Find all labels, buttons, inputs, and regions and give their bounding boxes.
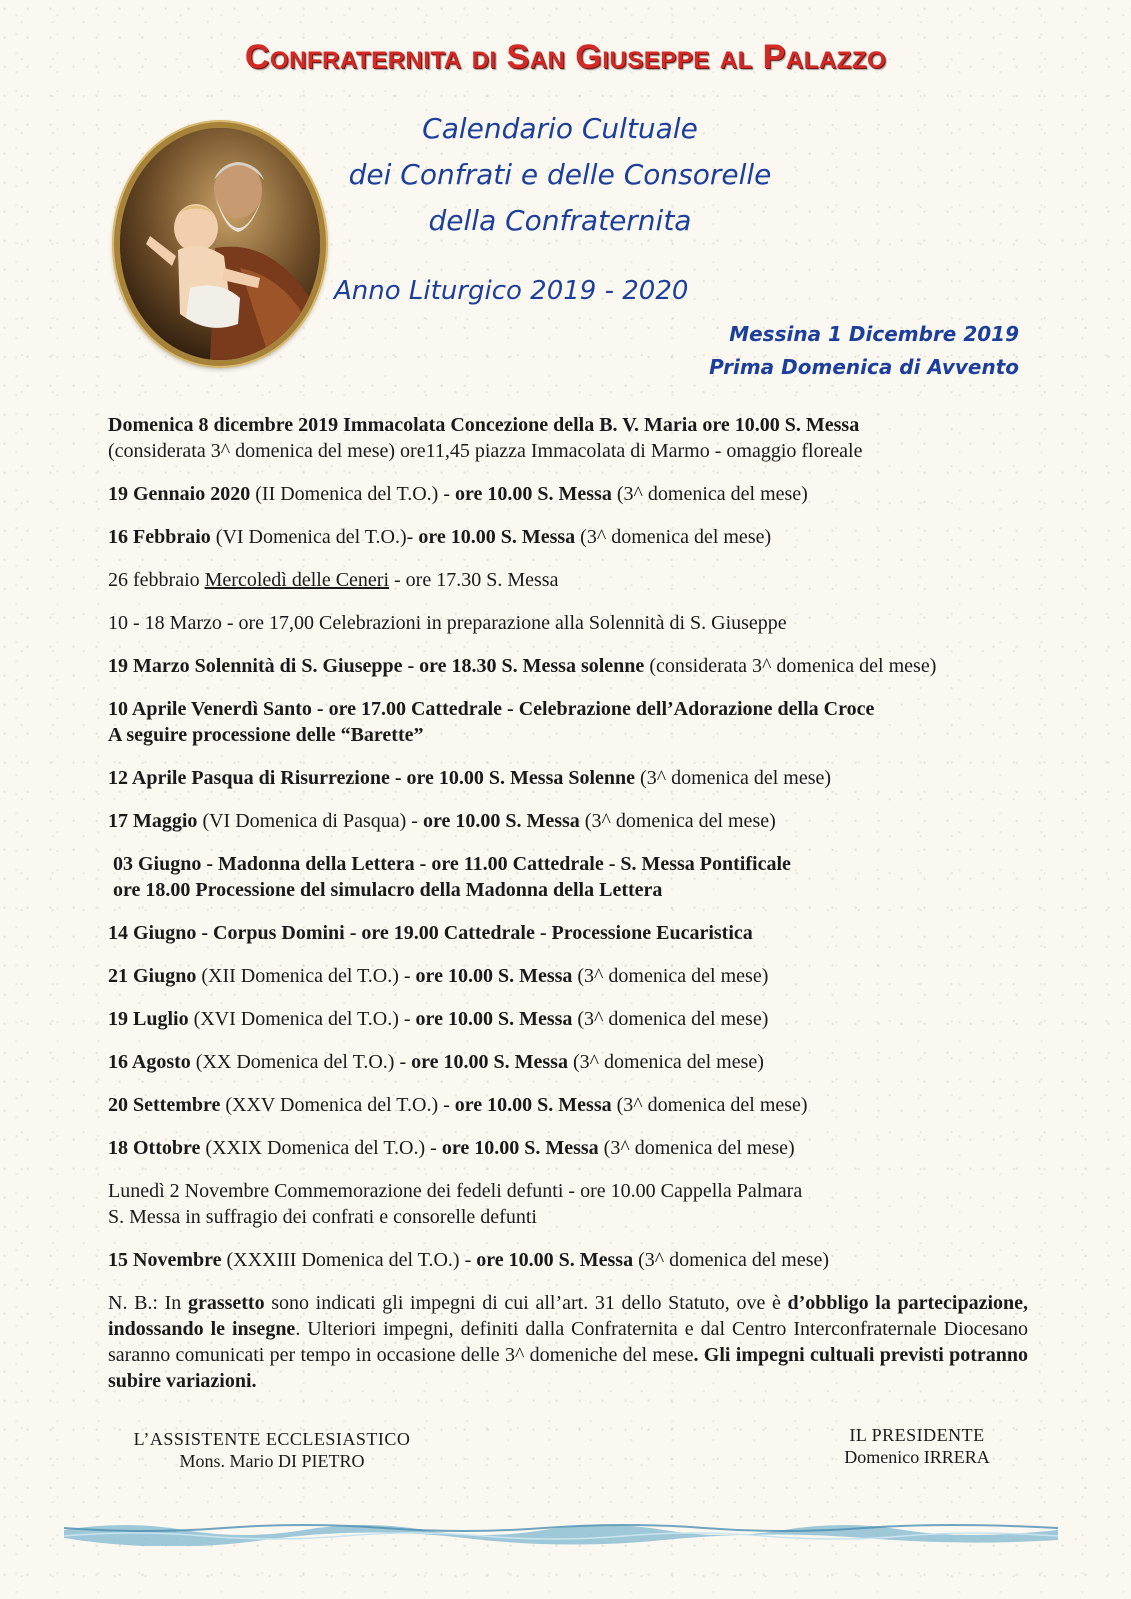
event-text-segment: 12 Aprile Pasqua di Risurrezione - ore 10.00 S. Messa Solenne [108,767,636,789]
calendar-subtitle [330,106,790,244]
signature-president [832,1424,1002,1468]
event-item [108,610,1058,636]
signature-name: Mons. Mario DI PIETRO [179,1451,365,1471]
event-item [108,1178,1058,1230]
event-text-segment: ore 10.00 S. Messa [454,1094,612,1116]
event-text-segment: 19 Luglio [108,1008,189,1030]
event-item [108,1006,1058,1032]
event-text-segment: Domenica 8 dicembre 2019 Immacolata Concezione della B. V. Maria ore 10.00 S. Messa [108,414,860,436]
subtitle-line: Calendario Cultuale [422,112,698,145]
event-text-segment: sono indicati gli impegni di cui all’art. 31 dello Statuto, ove è [264,1292,788,1314]
event-text-segment: ore 10.00 S. Messa [415,965,573,987]
event-item [108,567,1058,593]
event-line [108,1049,1058,1075]
place-date [709,318,1019,384]
event-line [108,808,1058,834]
event-line [108,481,1058,507]
signature-role: IL PRESIDENTE [849,1425,985,1445]
signature-assistant [112,1428,432,1472]
event-text-segment: (3^ domenica del mese) [579,810,776,832]
event-item [108,524,1058,550]
decorative-wave [64,1516,1058,1546]
event-line [108,722,1058,748]
event-text-segment: grassetto [187,1292,265,1314]
event-text-segment: Mercoledì delle Ceneri [204,569,390,591]
event-text-segment: . Gli impegni cultuali previsti potranno subire variazioni. [108,1344,1028,1392]
event-text-segment: ore 10.00 S. Messa [415,1008,573,1030]
event-text-segment: (XXXIII Domenica del T.O.) - [221,1249,477,1271]
event-line [108,1092,1058,1118]
event-text-segment: (3^ domenica del mese) [572,965,769,987]
event-text-segment: 17 Maggio [108,810,198,832]
event-text-segment: A seguire processione delle “Barette” [108,724,424,746]
event-item [108,808,1058,834]
event-text-segment: ore 10.00 S. Messa [418,526,576,548]
event-line [108,963,1058,989]
liturgical-year: Anno Liturgico 2019 - 2020 [334,276,689,306]
event-text-segment: (3^ domenica del mese) [611,483,808,505]
event-text-segment: 10 - 18 Marzo - ore 17,00 Celebrazioni in preparazione alla Solennità di S. Giuseppe [108,612,787,634]
event-text-segment: (3^ domenica del mese) [635,767,832,789]
event-text-segment: S. Messa in suffragio dei confrati e consorelle defunti [108,1206,537,1228]
event-item [108,696,1058,748]
event-text-segment: (3^ domenica del mese) [611,1094,808,1116]
event-line [108,765,1058,791]
event-text-segment: 03 Giugno - Madonna della Lettera - ore 11.00 Cattedrale - S. Messa Pontificale [113,853,791,875]
event-text-segment: 19 Gennaio 2020 [108,483,251,505]
event-text-segment: - ore 17.30 S. Messa [389,569,559,591]
event-text-segment: (XII Domenica del T.O.) - [196,965,416,987]
event-line [108,653,1058,679]
event-line [108,920,1058,946]
event-item [108,1049,1058,1075]
event-line [108,524,1058,550]
event-line [108,567,1058,593]
event-item [108,1092,1058,1118]
event-text-segment: (VI Domenica del T.O.)- [210,526,419,548]
event-item [108,1135,1058,1161]
event-line [108,412,1058,438]
event-text-segment: (II Domenica del T.O.) - [250,483,455,505]
event-text-segment: ore 10.00 S. Messa [411,1051,568,1073]
note-paragraph [108,1290,1028,1394]
event-text-segment: (considerata 3^ domenica del mese) [644,655,937,677]
event-text-segment: d’obbligo la partecipazione, indossando le insegne [108,1292,1029,1340]
event-text-segment: 20 Settembre [108,1094,221,1116]
event-text-segment: 21 Giugno [108,965,197,987]
subtitle-line: dei Confrati e delle Consorelle [348,158,772,191]
event-text-segment: 26 febbraio [108,569,205,591]
event-text-segment: (3^ domenica del mese) [633,1249,830,1271]
event-text-segment: 14 Giugno - Corpus Domini - ore 19.00 Cattedrale - Processione Eucaristica [108,922,753,944]
event-text-segment: (considerata 3^ domenica del mese) ore11,45 piazza Immacolata di Marmo - omaggio floreale [108,440,863,462]
event-item [108,851,1058,903]
event-line [113,877,1058,903]
event-item [108,481,1058,507]
event-text-segment: (XXIX Domenica del T.O.) - [200,1137,442,1159]
event-text-segment: 16 Agosto [108,1051,191,1073]
event-text-segment: . Ulteriori impegni, definiti dalla Confraternita e dal Centro Interconfraternale Diocesano saranno comunicati per tempo in occasione delle 3^ domeniche del mese [108,1318,1029,1366]
event-line [113,851,1058,877]
event-text-segment: (3^ domenica del mese) [572,1008,769,1030]
event-text-segment: (VI Domenica di Pasqua) - [197,810,423,832]
event-line [108,1006,1058,1032]
event-text-segment: (3^ domenica del mese) [598,1137,795,1159]
event-text-segment: 15 Novembre [108,1249,222,1271]
event-text-segment: 19 Marzo Solennità di S. Giuseppe - ore 18.30 S. Messa solenne [108,655,645,677]
signature-role: L’ASSISTENTE ECCLESIASTICO [133,1429,411,1449]
signature-name: Domenico IRRERA [844,1447,990,1467]
event-text-segment: Lunedì 2 Novembre Commemorazione dei fedeli defunti - ore 10.00 Cappella Palmara [108,1180,803,1202]
event-text-segment: (XXV Domenica del T.O.) - [220,1094,455,1116]
event-text-segment: 18 Ottobre [108,1137,201,1159]
event-text-segment: ore 10.00 S. Messa [422,810,580,832]
page-title: Confraternita di San Giuseppe al Palazzo [244,38,887,76]
event-text-segment: (XVI Domenica del T.O.) - [188,1008,416,1030]
portrait-illustration [120,128,320,360]
occasion-line: Prima Domenica di Avvento [709,355,1019,379]
saint-joseph-portrait [114,122,326,366]
event-item [108,653,1058,679]
event-text-segment: (3^ domenica del mese) [575,526,772,548]
event-text-segment: 16 Febbraio [108,526,211,548]
subtitle-line: della Confraternita [428,204,692,237]
event-text-segment: 10 Aprile Venerdì Santo - ore 17.00 Cattedrale - Celebrazione dell’Adorazione della Croce [108,698,875,720]
event-line [108,1247,1058,1273]
event-text-segment: (XX Domenica del T.O.) - [190,1051,412,1073]
event-list [108,412,1058,1411]
event-text-segment: ore 18.00 Processione del simulacro della Madonna della Lettera [113,879,663,901]
event-item [108,412,1058,464]
event-line [108,696,1058,722]
event-line [108,1178,1058,1204]
event-text-segment: (3^ domenica del mese) [567,1051,764,1073]
event-text-segment: N. B.: In [108,1292,188,1314]
place-date-line: Messina 1 Dicembre 2019 [729,322,1019,346]
event-item [108,765,1058,791]
event-line [108,1204,1058,1230]
event-line [108,1135,1058,1161]
event-line [108,610,1058,636]
event-text-segment: ore 10.00 S. Messa [441,1137,599,1159]
event-item [108,1247,1058,1273]
event-item [108,963,1058,989]
event-item [108,920,1058,946]
event-text-segment: ore 10.00 S. Messa [455,483,612,505]
event-line [108,438,1058,464]
event-text-segment: ore 10.00 S. Messa [476,1249,634,1271]
